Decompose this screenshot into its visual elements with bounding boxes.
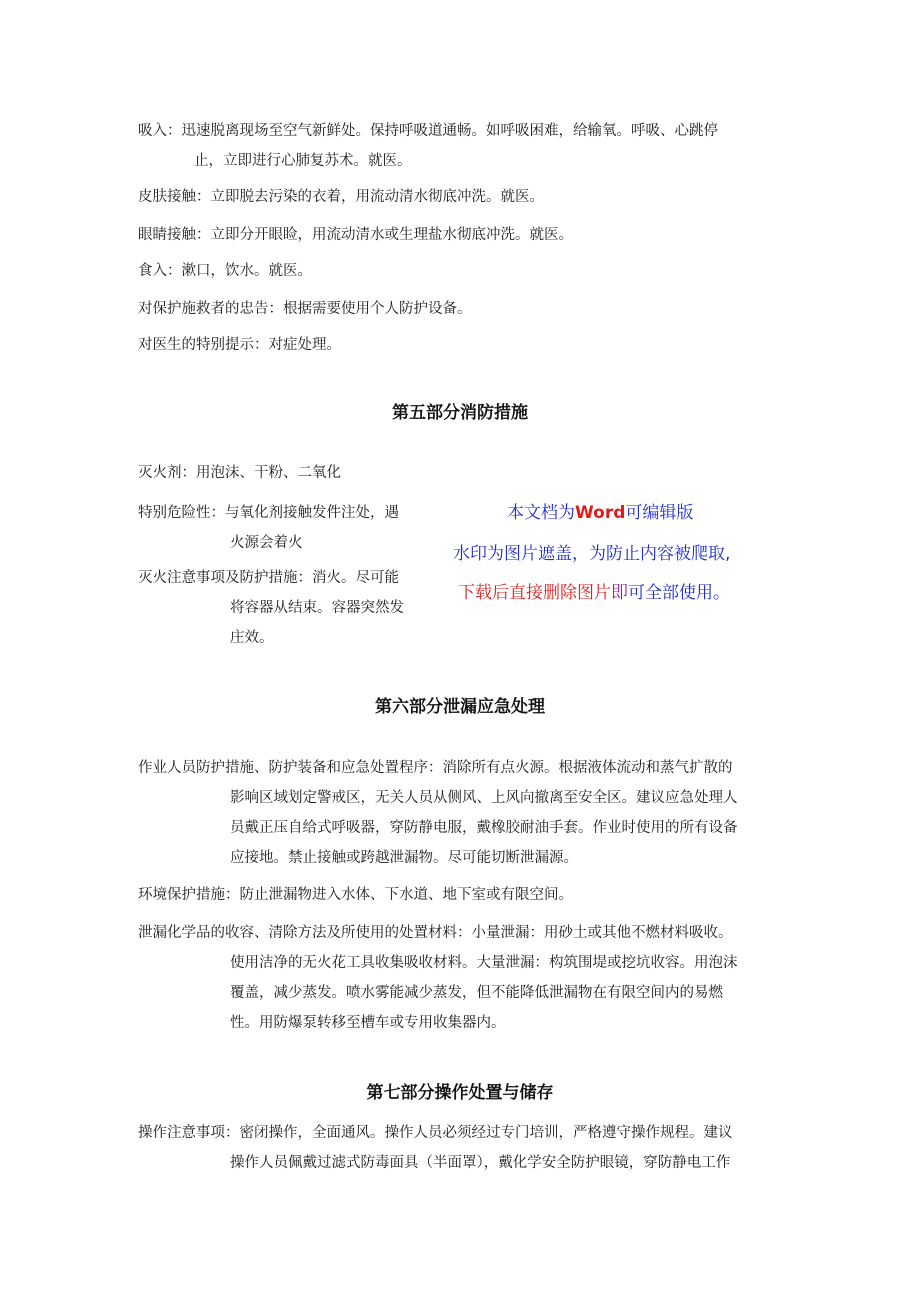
cleanup-methods-line-3: 覆盖，减少蒸发。喷水雾能减少蒸发，但不能降低泄漏物在有限空间内的易燃 [230,985,723,1001]
first-aid-doctor-note: 对医生的特别提示：对症处理。 [138,337,341,353]
section-5-heading: 第五部分消防措施 [392,403,528,423]
special-hazards-line-1: 特别危险性：与氧化剂接触发件注处，遇 [138,505,399,521]
first-aid-rescuer-advice: 对保护施救者的忠告：根据需要使用个人防护设备。 [138,301,472,317]
section-6-heading: 第六部分泄漏应急处理 [375,697,545,717]
firefighting-notes-line-2: 将容器从结束。容器突然发 [230,600,404,616]
cleanup-methods-line-1: 泄漏化学品的收容、清除方法及所使用的处置材料：小量泄漏：用砂土或其他不燃材料吸收。 [138,925,733,941]
personnel-precautions [138,753,778,873]
first-aid-eye: 眼睛接触：立即分开眼睑，用流动清水或生理盐水彻底冲洗。就医。 [138,227,573,243]
personnel-precautions-line-1: 作业人员防护措施、防护装备和应急处置程序：消除所有点火源。根据液体流动和蒸气扩散的 [138,760,733,776]
personnel-precautions-line-4: 应接地。禁止接触或跨越泄漏物。尽可能切断泄漏源。 [230,850,578,866]
special-hazards-line-2: 火源会着火 [230,535,303,551]
cleanup-methods-line-4: 性。用防爆泵转移至槽车或专用收集器内。 [230,1015,506,1031]
special-hazards [138,498,428,558]
handling-precautions-line-2: 操作人员佩戴过滤式防毒面具（半面罩），戴化学安全防护眼镜，穿防静电工作 [230,1155,731,1171]
cleanup-methods [138,918,778,1038]
first-aid-skin: 皮肤接触：立即脱去污染的衣着，用流动清水彻底冲洗。就医。 [138,189,544,205]
watermark-line-1: 本文档为Word可编辑版 [507,503,694,523]
extinguishing-agent: 灭火剂：用泡沫、干粉、二氧化 [138,465,341,481]
cleanup-methods-line-2: 使用洁净的无火花工具收集吸收材料。大量泄漏：构筑围堤或挖坑收容。用泡沫 [230,955,738,971]
watermark-line-2: 水印为图片遮盖，为防止内容被爬取, [453,544,731,564]
inhalation-line-2: 止，立即进行心肺复苏术。就医。 [194,153,412,169]
first-aid-inhalation [138,116,778,176]
inhalation-line-1: 吸入：迅速脱离现场至空气新鲜处。保持呼吸道通畅。如呼吸困难，给输氧。呼吸、心跳停 [138,123,718,139]
handling-precautions-line-1: 操作注意事项：密闭操作，全面通风。操作人员必须经过专门培训，严格遵守操作规程。建议 [138,1125,733,1141]
watermark-line-3: 下载后直接删除图片即可全部使用。 [458,583,730,603]
firefighting-notes-line-1: 灭火注意事项及防护措施：消火。尽可能 [138,570,399,586]
personnel-precautions-line-2: 影响区域划定警戒区，无关人员从侧风、上风向撤离至安全区。建议应急处理人 [230,790,738,806]
firefighting-notes-line-3: 庄效。 [230,630,274,646]
personnel-precautions-line-3: 员戴正压自给式呼吸器，穿防静电服，戴橡胶耐油手套。作业时使用的所有设备 [230,820,738,836]
handling-precautions [138,1118,778,1178]
section-7-heading: 第七部分操作处置与储存 [366,1083,554,1103]
firefighting-notes [138,563,428,653]
environmental-precautions: 环境保护措施：防止泄漏物进入水体、下水道、地下室或有限空间。 [138,887,573,903]
first-aid-ingestion: 食入：漱口，饮水。就医。 [138,263,312,279]
